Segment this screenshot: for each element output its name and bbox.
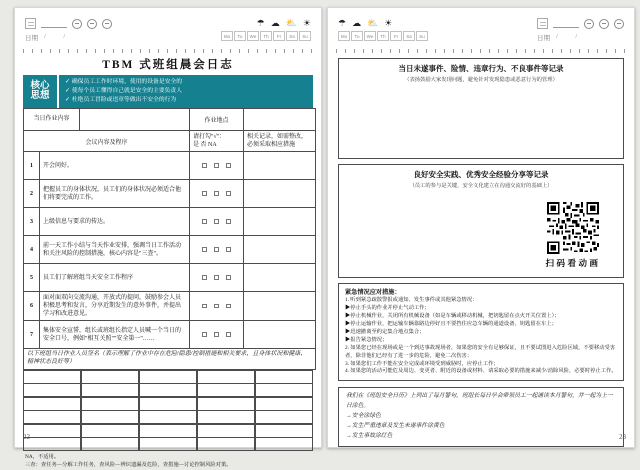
day-box[interactable]: We [364,31,376,41]
meeting-row [24,264,316,292]
corner-stamp-box [537,18,548,29]
status-circle[interactable] [584,19,594,29]
row-checkboxes [190,180,244,208]
na-checkbox[interactable] [226,332,231,337]
emergency-line: ▶停止手头的作业并停止气动工作； [345,304,430,311]
yes-checkbox[interactable] [202,191,207,196]
calendar-note-lines [346,392,616,441]
signature-cell[interactable] [255,370,314,384]
signature-cell[interactable] [139,370,198,384]
yes-checkbox[interactable] [202,247,207,252]
sun-icon[interactable]: ☀ [384,18,393,28]
signature-cell[interactable] [139,410,198,424]
day-box[interactable]: Tu [351,31,363,41]
na-checkbox[interactable] [226,304,231,309]
emergency-line: ▶迅速撤离至约定集合地点集合； [345,328,425,335]
row-checkboxes [190,321,244,349]
row-number: 4 [24,236,40,264]
signature-cell[interactable] [197,383,256,397]
na-checkbox[interactable] [226,191,231,196]
meeting-row [24,180,316,208]
row-record-field[interactable] [244,321,316,349]
perforation-ticks [23,49,313,53]
calendar-note-line: →发生事故涂红色 [346,432,393,439]
row-description: 员工们了解班组当天安全工作程序 [40,264,190,292]
meeting-row [24,208,316,236]
qr-code [547,202,599,254]
signature-cell[interactable] [23,410,82,424]
left-page [14,7,322,468]
no-checkbox[interactable] [214,163,219,168]
right-page [327,7,635,448]
check-header: 请打勾"√"： 是 否 NA [190,130,244,151]
meeting-row [24,236,316,264]
row-checkboxes [190,152,244,180]
signature-cell[interactable] [23,370,82,384]
emergency-line: 1. 听到紧急疏散警报或通知、发生事件或其他紧急情况： [345,297,478,303]
signature-cell[interactable] [23,397,82,411]
yes-checkbox[interactable] [202,332,207,337]
day-box[interactable]: Fr [390,31,402,41]
emergency-line: ▶报告紧急情况； [345,336,388,343]
work-content-field[interactable] [80,108,190,130]
day-box[interactable]: Sa [403,31,415,41]
umbrella-icon[interactable]: ☂ [256,18,265,28]
day-box[interactable]: Su [299,31,311,41]
row-record-field[interactable] [244,264,316,292]
fill-in-line[interactable] [41,19,67,28]
footnotes [25,454,311,470]
day-box[interactable]: Tu [234,31,246,41]
calendar-note-line: →安全涂绿色 [346,413,381,420]
practice-box-title: 良好安全实践、优秀安全经验分享等记录 [413,170,549,179]
footnote-line: 三查：查任务—分解工作任务，查风险—辨识遗漏及危险，查措施—讨论控制风险对策。 [25,461,232,468]
good-practice-box[interactable] [338,164,624,278]
day-box[interactable]: Mo [338,31,350,41]
footnote-line: NA，不适用。 [25,454,60,461]
page-number-left: 22 [23,433,30,441]
signature-cell[interactable] [81,410,140,424]
emergency-measures-box [338,283,624,381]
meeting-row [24,152,316,180]
date-slashes[interactable]: / / [44,33,67,40]
signature-cell[interactable] [81,397,140,411]
signature-cell[interactable] [197,397,256,411]
date-label: 日期 [537,35,550,42]
calendar-note-line: 我们在《班组安全日历》上列出了每月警句，班组长每日早会带领员工一起诵读本月警句，并一起为上一日涂色。 [346,393,613,410]
date-cluster [537,18,624,46]
na-checkbox[interactable] [226,163,231,168]
core-idea-line: ✓ 使每个员工懂得自己就是安全的主要负责人 [65,87,183,94]
no-checkbox[interactable] [214,304,219,309]
row-number: 1 [24,152,40,180]
signature-cell[interactable] [255,424,314,438]
status-circle[interactable] [614,19,624,29]
row-checkboxes [190,264,244,292]
core-idea-line: ✓ 确保员工工作时环境、使用的设备是安全的 [65,79,183,85]
signature-cell[interactable] [255,437,314,451]
weather-cluster [338,18,428,46]
no-checkbox[interactable] [214,219,219,224]
emergency-line: 4. 如果您的活动可能危及周边、变更者、附近的设备或材料、请采取必要的措施来减少/消除风险，必要时停止工作。 [345,368,617,375]
safety-calendar-note-box [338,387,624,446]
page-title: TBM 式班组晨会日志 [102,59,234,71]
calendar-note-line: →发生严重违章及发生未遂事件涂黄色 [346,422,445,429]
signature-cell[interactable] [197,370,256,384]
record-header: 相关记录，如需整改，必须采取相应措施 [244,130,316,151]
day-box[interactable]: Su [416,31,428,41]
signature-grid [23,370,313,451]
work-location-label: 作业地点 [190,108,244,130]
day-box[interactable]: Sa [286,31,298,41]
qr-block [541,202,605,269]
day-box[interactable]: Th [377,31,389,41]
cloud-icon[interactable]: ⛅ [285,18,297,28]
emergency-line: 2. 如果您已经在现场或是一个到达事故现场者，如果您的安全有足够保证，且不要试图进入危险区域，不要移动受害者，除非他们已经有了进一步的危险，避免二次伤害； [345,344,616,359]
yes-checkbox[interactable] [202,275,207,280]
core-idea-label: 核心 思想 [23,75,59,108]
emergency-lines [345,297,617,376]
status-circle[interactable] [87,19,97,29]
signature-note-row [24,349,316,370]
umbrella-icon[interactable]: ☂ [338,18,347,28]
incident-record-box[interactable] [338,58,624,159]
rain-cloud-icon[interactable]: ☁ [270,18,280,28]
fill-in-line[interactable] [553,19,579,28]
row-checkboxes [190,236,244,264]
signature-cell[interactable] [139,397,198,411]
no-checkbox[interactable] [214,275,219,280]
signature-cell[interactable] [139,437,198,451]
row-number: 5 [24,264,40,292]
day-box[interactable]: Fr [273,31,285,41]
signature-cell[interactable] [255,383,314,397]
emergency-title: 紧急情况应对措施： [345,289,401,296]
row-checkboxes [190,292,244,321]
yes-checkbox[interactable] [202,163,207,168]
status-circle[interactable] [102,19,112,29]
row-description: 上级信息与要求的传达。 [40,208,190,236]
signature-cell[interactable] [255,410,314,424]
signature-cell[interactable] [81,437,140,451]
date-label: 日期 [25,35,38,42]
meeting-row [24,292,316,321]
yes-checkbox[interactable] [202,304,207,309]
signature-cell[interactable] [81,370,140,384]
signature-cell[interactable] [255,397,314,411]
signature-cell[interactable] [23,437,82,451]
row-number: 3 [24,208,40,236]
row-number: 7 [24,321,40,349]
meeting-rows [24,152,316,349]
signature-cell[interactable] [81,424,140,438]
no-checkbox[interactable] [214,191,219,196]
core-idea-lines [59,75,313,108]
row-description: 集体安全宣誓，组长或班组长指定人员喊一个当日的安全口号，例如"相互关照""安全第一"…… [40,321,190,349]
row-checkboxes [190,208,244,236]
day-box[interactable]: Th [260,31,272,41]
perforation-ticks [336,49,626,53]
corner-stamp-box [25,18,36,29]
signature-cell[interactable] [197,424,256,438]
signature-cell[interactable] [23,383,82,397]
status-circle[interactable] [599,19,609,29]
meeting-row [24,321,316,349]
practice-box-subtitle: （员工的参与是关键，安全文化建立在沟通交流好的基础上） [409,183,553,189]
page-number-right: 23 [619,433,626,441]
work-location-field[interactable] [244,108,316,130]
signature-cell[interactable] [81,383,140,397]
signature-cell[interactable] [23,424,82,438]
no-checkbox[interactable] [214,247,219,252]
qr-caption: 扫码看动画 [545,258,601,268]
signature-cell[interactable] [197,410,256,424]
date-slashes[interactable]: / / [556,33,579,40]
row-record-field[interactable] [244,208,316,236]
meeting-table [23,108,316,370]
signature-cell[interactable] [139,383,198,397]
row-description: 开会问好。 [40,152,190,180]
core-idea-box [23,75,313,108]
row-record-field[interactable] [244,292,316,321]
signature-cell[interactable] [197,437,256,451]
left-page-header [15,8,321,46]
no-checkbox[interactable] [214,332,219,337]
day-box[interactable]: We [247,31,259,41]
cloud-icon[interactable]: ⛅ [367,18,379,28]
table-header-row [24,130,316,151]
work-content-label: 当日作业内容 [24,108,80,130]
signature-note: 以下班组当日作业人员签名（表示理解了作业中存在危险/隐患/控制措施和相关要求，且身体状况和健康、精神状态良好等） [24,349,316,370]
sun-icon[interactable]: ☀ [302,18,311,28]
row-number: 6 [24,292,40,321]
date-cluster [25,18,112,46]
row-description: 把握员工的身体状况，员工们的身体状况必须适合他们将要完成的工作。 [40,180,190,208]
row-record-field[interactable] [244,180,316,208]
emergency-line: 3. 如果您们工作不能在安全完成或环境受到威胁时，应停止工作； [345,360,499,367]
row-description: 面对面双向交流沟通，开放式的提问，鼓励参会人员积极思考和发言，分享近期发生的意外事件，并提出学习和改进意见。 [40,292,190,321]
incident-box-title: 当日未遂事件、险情、违章行为、不良事件等记录 [398,64,564,73]
status-circle[interactable] [72,19,82,29]
signature-cell[interactable] [139,424,198,438]
day-box[interactable]: Mo [221,31,233,41]
row-record-field[interactable] [244,236,316,264]
na-checkbox[interactable] [226,219,231,224]
right-page-header [328,8,634,46]
rain-cloud-icon[interactable]: ☁ [352,18,362,28]
emergency-line: ▶停止机械作业，关闭所有机械设备（如是车辆或移动机械，把钥匙留在点火开关位置上）； [345,312,560,319]
row-number: 2 [24,180,40,208]
day-of-week-row [338,31,428,41]
core-idea-line: ✓ 杜绝员工冒险或违章等做出不安全的行为 [65,96,177,103]
na-checkbox[interactable] [226,247,231,252]
day-of-week-row [221,31,311,41]
row-record-field[interactable] [244,152,316,180]
content-header: 会议内容及程序 [24,130,190,151]
weather-cluster [221,18,311,46]
na-checkbox[interactable] [226,275,231,280]
row-description: 前一天工作小结与当天作业安排，强调当日工作活动和关注风险的控制措施，核心内容是"三查"。 [40,236,190,264]
incident-box-subtitle: （表扬鼓励大家发现问题，避免针对发现隐患或恶意行为的管理） [404,77,558,83]
work-content-row [24,108,316,130]
yes-checkbox[interactable] [202,219,207,224]
emergency-line: ▶停止运输作业，把运输车辆靠路边停好且不要挡住应急车辆的通道设备，钥匙留在车上； [345,320,557,327]
